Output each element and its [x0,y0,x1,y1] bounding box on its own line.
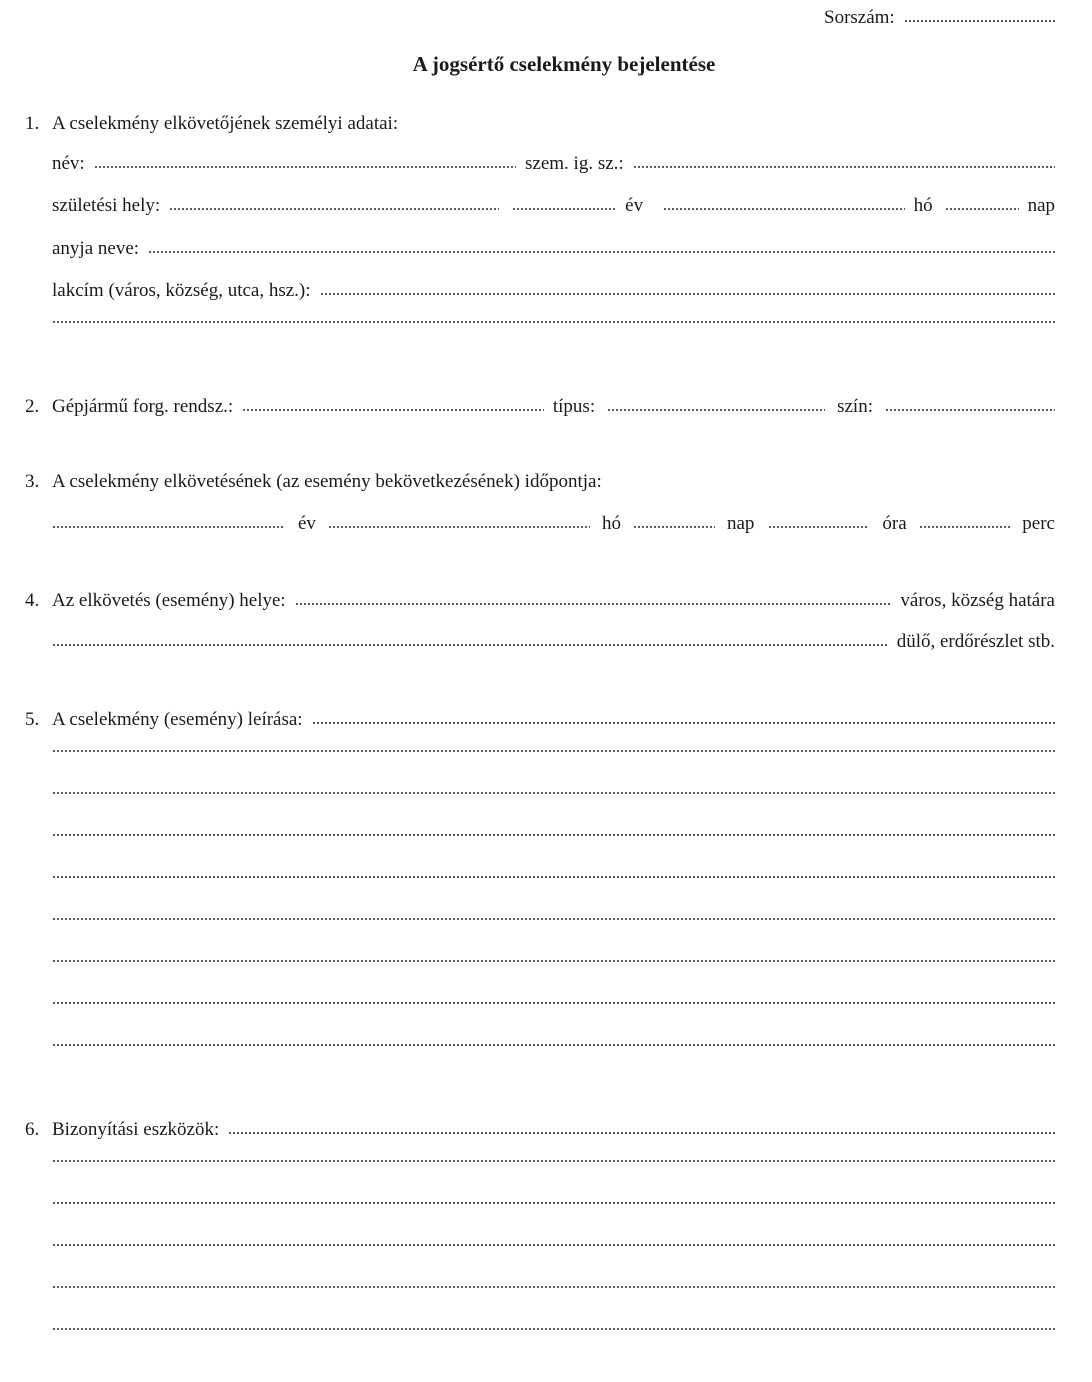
birth-row [52,195,1055,217]
place-row [25,590,1055,612]
description-line-field[interactable] [52,918,1055,920]
address-label: lakcím (város, község, utca, hsz.): [52,280,311,301]
vehicle-type-label: típus: [552,396,596,417]
event-hour-field[interactable] [768,526,868,528]
evidence-row [25,1119,1055,1141]
event-month-field[interactable] [328,526,590,528]
form-title: A jogsértő cselekmény bejelentése [412,52,716,76]
event-year-label: év [298,513,316,534]
description-field[interactable] [312,722,1055,724]
event-minute-field[interactable] [919,526,1013,528]
vehicle-type-field[interactable] [607,409,825,411]
section-3-number: 3. [25,471,40,492]
description-line [52,961,1055,963]
evidence-line-field[interactable] [52,1160,1055,1162]
place-field-row [52,631,1055,653]
place-city-suffix: város, község határa [900,590,1055,611]
event-month-label: hó [601,513,621,534]
evidence-line [52,1161,1055,1163]
event-day-field[interactable] [633,526,715,528]
evidence-line [52,1287,1055,1289]
description-line-field[interactable] [52,1044,1055,1046]
evidence-line-field[interactable] [52,1286,1055,1288]
section-3-heading: A cselekmény elkövetésének (az esemény bekövetkezésének) időpontja: [52,471,602,492]
plate-field[interactable] [242,409,544,411]
address-field[interactable] [320,293,1055,295]
mother-name-row [52,238,1055,260]
address-row [52,280,1055,302]
description-line [52,793,1055,795]
vehicle-color-field[interactable] [885,409,1055,411]
place-field-suffix: dülő, erdőrészlet stb. [896,631,1055,652]
description-line [52,877,1055,879]
event-day-label: nap [726,513,755,534]
datetime-row [52,513,1055,535]
event-minute-label: perc [1022,513,1055,534]
serial-field[interactable] [904,20,1055,22]
section-6-number: 6. [25,1119,40,1140]
evidence-label: Bizonyítási eszközök: [52,1119,220,1140]
description-label: A cselekmény (esemény) leírása: [52,709,303,730]
event-year-field[interactable] [52,526,284,528]
mother-name-label: anyja neve: [52,238,140,259]
description-line-field[interactable] [52,834,1055,836]
evidence-line-field[interactable] [52,1328,1055,1330]
vehicle-color-label: szín: [837,396,873,417]
description-line-field[interactable] [52,876,1055,878]
place-field-detail[interactable] [52,644,888,646]
section-5-number: 5. [25,709,40,730]
place-label: Az elkövetés (esemény) helye: [52,590,286,611]
evidence-line-field[interactable] [52,1202,1055,1204]
birth-month-label: hó [913,195,933,216]
serial-number-row [824,7,1055,29]
place-city-field[interactable] [295,603,892,605]
plate-label: Gépjármű forg. rendsz.: [52,396,234,417]
description-line [52,835,1055,837]
name-row [52,153,1055,175]
description-line [52,919,1055,921]
description-line-field[interactable] [52,960,1055,962]
description-line-field[interactable] [52,1002,1055,1004]
evidence-line-field[interactable] [52,1244,1055,1246]
mother-name-field[interactable] [148,251,1055,253]
description-line [52,1003,1055,1005]
evidence-line [52,1329,1055,1331]
description-line-field[interactable] [52,792,1055,794]
serial-label: Sorszám: [824,7,895,28]
birthplace-field[interactable] [169,208,499,210]
birth-year-field[interactable] [512,208,616,210]
evidence-line [52,1245,1055,1247]
address-continuation-row [52,322,1055,324]
section-3-heading-row [25,471,1055,493]
description-line [52,1045,1055,1047]
description-row [25,709,1055,731]
id-number-label: szem. ig. sz.: [525,153,624,174]
vehicle-row [25,396,1055,418]
id-number-field[interactable] [633,166,1055,168]
name-field[interactable] [94,166,516,168]
description-line-field[interactable] [52,750,1055,752]
event-hour-label: óra [882,513,907,534]
section-2-number: 2. [25,396,40,417]
evidence-field[interactable] [228,1132,1055,1134]
birth-day-field[interactable] [945,208,1019,210]
birth-month-field[interactable] [663,208,904,210]
section-1-heading: A cselekmény elkövetőjének személyi adatai: [52,113,399,134]
section-1-heading-row [25,113,1055,135]
description-line [52,751,1055,753]
address-field-2[interactable] [52,321,1055,323]
birth-day-label: nap [1027,195,1055,216]
birthplace-label: születési hely: [52,195,161,216]
section-1-number: 1. [25,113,40,134]
evidence-line [52,1203,1055,1205]
birth-year-label: év [625,195,644,216]
section-4-number: 4. [25,590,40,611]
name-label: név: [52,153,85,174]
